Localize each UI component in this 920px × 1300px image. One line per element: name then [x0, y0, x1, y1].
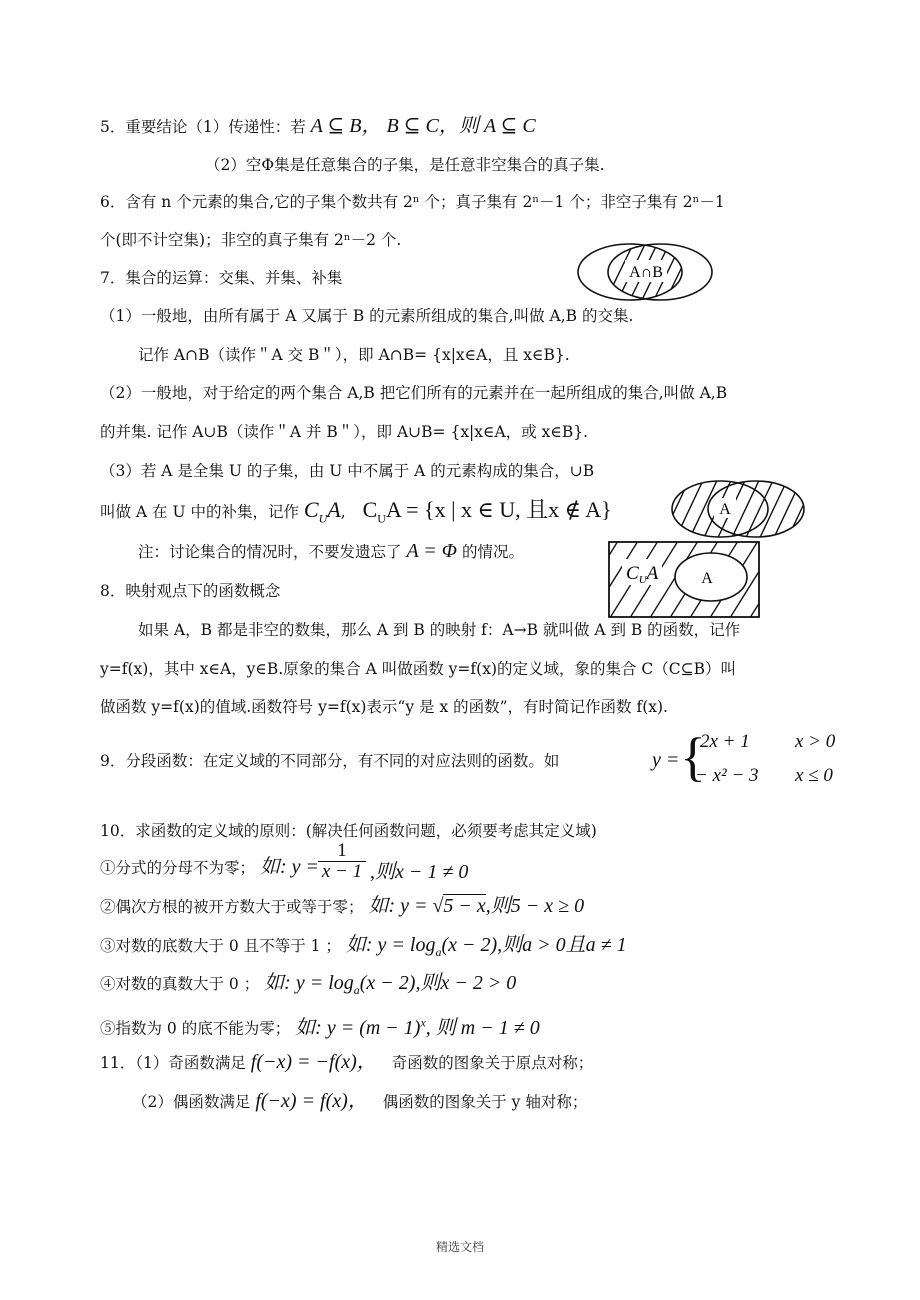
line-10-heading: 10．求函数的定义域的原则：(解决任何函数问题，必须要考虑其定义域): [100, 822, 597, 840]
page-footer: 精选文档: [435, 1240, 484, 1254]
rule-2: ②偶次方根的被开方数大于或等于零； 如: y = √5 − x,则5 − x ≥ 0: [100, 895, 585, 917]
line-7c2: 叫做 A 在 U 中的补集，记作 $C_UA$, $C_UA = \{x$ | x ∈ U, 且x ∉ A}: [100, 497, 612, 526]
rule-2-formula-start: 如: y =: [368, 895, 428, 917]
line-11b: （2）偶函数满足 f(−x) = f(x)， 偶函数的图象关于 y 轴对称；: [132, 1090, 588, 1112]
even-function-formula: f(−x) = f(x)，: [255, 1090, 368, 1112]
line-5: [100, 116, 536, 137]
piecewise-cond-1: x > 0: [795, 731, 836, 752]
line-8-heading: 8．映射观点下的函数概念: [100, 582, 281, 600]
complement-text: 叫做 A 在 U 中的补集，记作: [100, 503, 299, 521]
note-formula: A = Φ: [406, 540, 458, 562]
union-venn-diagram: [668, 476, 808, 542]
venn-2-label: A: [719, 501, 731, 518]
complement-venn-diagram: [608, 541, 760, 618]
line-7a1: （1）一般地，由所有属于 A 又属于 B 的元素所组成的集合,叫做 A,B 的交集.: [100, 307, 634, 325]
line-7c1: （3）若 A 是全集 U 的子集，由 U 中不属于 A 的元素构成的集合，∪B: [100, 462, 595, 480]
line-7b1: （2）一般地，对于给定的两个集合 A,B 把它们所有的元素并在一起所组成的集合,叫做 A,B: [100, 384, 728, 402]
line-7a2: 记作 A∩B（读作＂A 交 B＂），即 A∩B= {x|x∈A，且 x∈B}.: [138, 346, 570, 364]
line-8a: 如果 A，B 都是非空的数集，那么 A 到 B 的映射 f：A→B 就叫做 A 到 B 的函数，记作: [138, 621, 741, 639]
line-9: 9．分段函数：在定义域的不同部分，有不同的对应法则的函数。如: [100, 752, 560, 770]
line-8c: 做函数 y=f(x)的值域.函数符号 y=f(x)表示“y 是 x 的函数”，有时简记作函数 f(x).: [100, 698, 668, 716]
piecewise-case-1: 2x + 1: [700, 731, 750, 752]
piecewise-y: y =: [652, 749, 680, 771]
complement-definition: $C_UA = \{x$ | x ∈ U, 且x ∉ A}: [362, 497, 612, 526]
line-5b: （2）空Φ集是任意集合的子集，是任意非空集合的真子集.: [205, 156, 605, 174]
venn-3-set-label: A: [701, 570, 713, 587]
rule-3-formula: 如: $y = \log_a(x - 2)$,则a > 0且a ≠ 1: [345, 934, 627, 959]
line-7b2: 的并集. 记作 A∪B（读作＂A 并 B＂），即 A∪B= {x|x∈A，或 x∈B}.: [100, 423, 589, 441]
note-line: 注：讨论集合的情况时，不要发遗忘了 A = Φ 的情况。: [138, 540, 524, 562]
rule-1-formula-end: ,则x − 1 ≠ 0: [370, 861, 469, 883]
complement-hatching: [548, 541, 798, 621]
odd-function-formula: f(−x) = −f(x)，: [250, 1051, 377, 1073]
rule-5-formula: 如: $y = (m - 1)^x$, 则 m − 1 ≠ 0: [295, 1015, 540, 1039]
rule-5: ⑤指数为 0 的底不能为零； 如: $y = (m - 1)^x$, 则 m − 1 ≠ 0: [100, 1015, 540, 1039]
rule-3: ③对数的底数大于 0 且不等于 1 ； 如: $y = \log_a(x - 2)$,则a > 0且a ≠ 1: [100, 934, 627, 959]
complement-symbol: $C_UA$: [303, 497, 341, 526]
rule-1: ①分式的分母不为零； 如: y =: [100, 856, 319, 878]
line-8b: y=f(x)，其中 x∈A，y∈B.原象的集合 A 叫做函数 y=f(x)的定义域，象的集合 C（C⊆B）叫: [100, 660, 737, 678]
transitivity-formula: A ⊆ B， B ⊆ C，则 A ⊆ C: [310, 115, 536, 137]
rule-4: ④对数的真数大于 0 ； 如: $y = \log_a(x - 2)$,则x − 2 > 0: [100, 972, 517, 997]
rule-1-fraction: 1 x − 1: [318, 841, 366, 871]
line-6a: 6．含有 n 个元素的集合,它的子集个数共有 2ⁿ 个；真子集有 2ⁿ－1 个；非空子集有 2ⁿ－1: [100, 193, 725, 211]
intersection-venn-diagram: [575, 240, 715, 305]
piecewise-cond-2: x ≤ 0: [795, 765, 833, 786]
rule-1-formula-start: 如: y =: [259, 856, 319, 878]
line-6b: 个(即不计空集)；非空的真子集有 2ⁿ－2 个.: [100, 231, 402, 249]
piecewise-brace: {: [680, 727, 706, 787]
rule-4-formula: 如: $y = \log_a(x - 2)$,则x − 2 > 0: [264, 972, 517, 997]
sqrt-symbol: √5 − x: [432, 895, 486, 917]
venn-3-complement-label: $C_UA$: [626, 563, 659, 586]
line-7-heading: 7．集合的运算：交集、并集、补集: [100, 269, 343, 287]
line-5-text: 5．重要结论（1）传递性：若: [100, 118, 306, 136]
line-11a: 11．（1）奇函数满足 f(−x) = −f(x)， 奇函数的图象关于原点对称；: [100, 1051, 594, 1073]
piecewise-case-2: − x² − 3: [695, 765, 759, 786]
note-text: 注：讨论集合的情况时，不要发遗忘了: [138, 543, 402, 561]
venn-1-label: A∩B: [629, 264, 663, 281]
